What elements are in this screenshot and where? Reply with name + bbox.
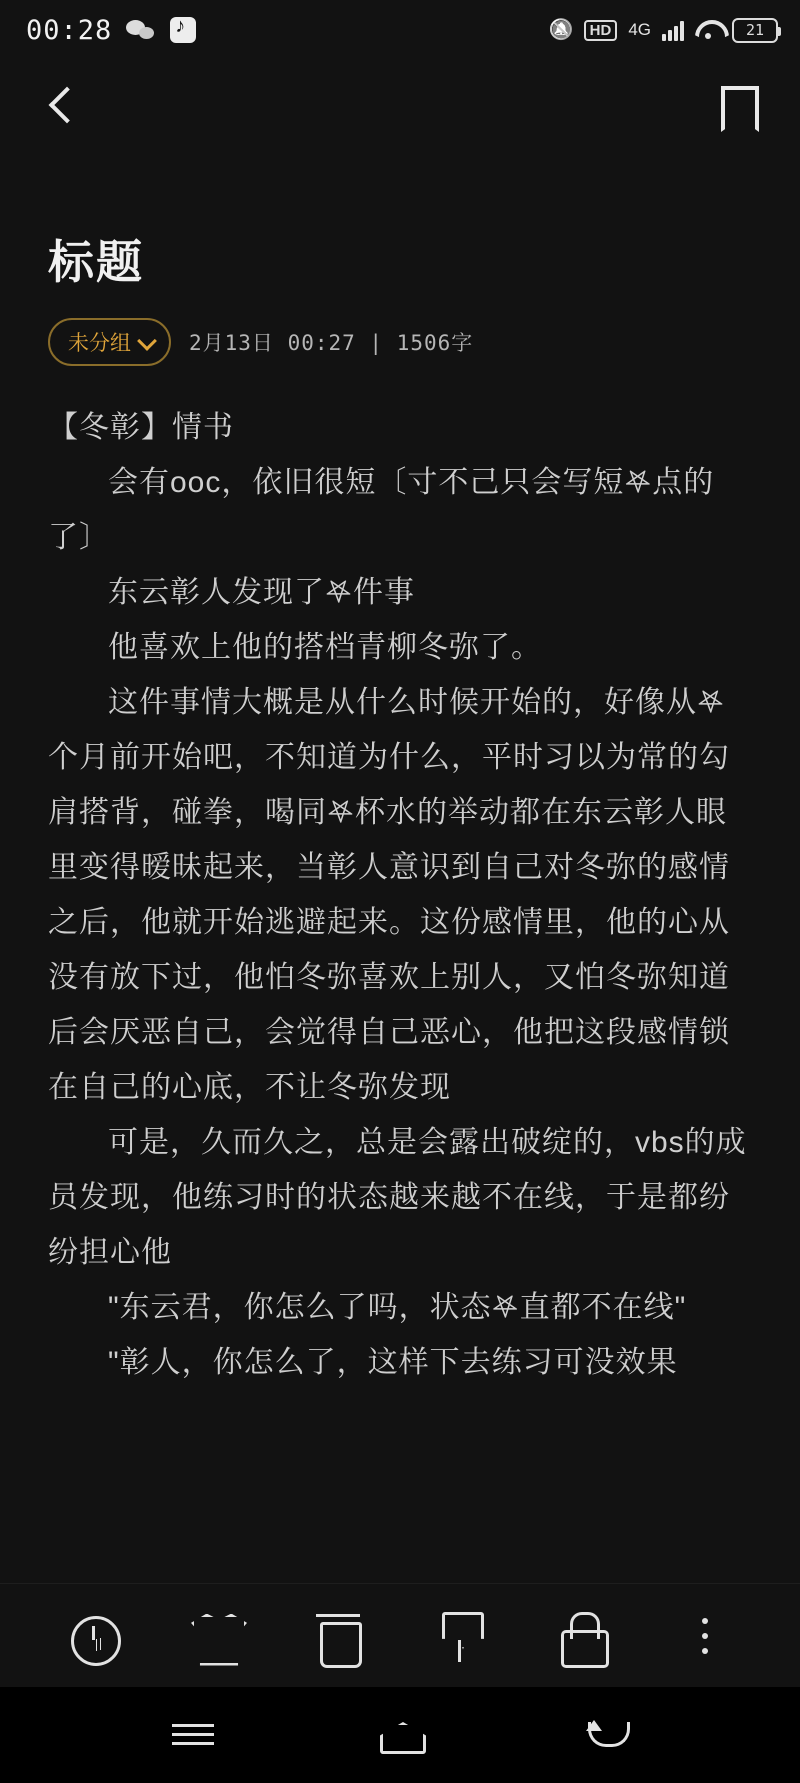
note-paragraph: 可是，久而久之，总是会露出破绽的，vbs的成员发现，他练习时的状态越来越不在线，于是都纷纷担心他 <box>48 1126 747 1269</box>
note-paragraph: 东云彰人发现了𖤐件事 <box>108 576 415 609</box>
system-nav-bar <box>0 1687 800 1783</box>
app-bar <box>0 60 800 152</box>
note-meta-info: 2月13日 00:27 | 1506字 <box>189 331 474 355</box>
status-bar-right <box>549 17 778 43</box>
note-paragraph: 这件事情大概是从什么时候开始的，好像从𖤐个月前开始吧，不知道为什么，平时习以为常的勾肩搭背，碰拳，喝同𖤐杯水的举动都在东云彰人眼里变得暧昧起来，当彰人意识到自己对冬弥的感情之后，他就开始逃避起来。这份感情里，他的心从没有放下过，他怕冬弥喜欢上别人，又怕冬弥知道后会厌恶自己，会觉得自己恶心，他把这段感情锁在自己的心底，不让冬弥发现 <box>48 686 730 1104</box>
note-content[interactable] <box>0 152 800 1583</box>
status-bar-left <box>26 15 196 46</box>
signal-bars-icon <box>662 19 684 41</box>
battery-level-label: 21 <box>745 21 765 39</box>
page-title: 标题 <box>48 236 144 288</box>
bell-off-icon <box>549 17 573 43</box>
note-text-body[interactable] <box>48 400 752 1390</box>
wifi-icon <box>695 20 721 40</box>
shirt-icon[interactable] <box>185 1604 249 1668</box>
battery-icon <box>732 18 778 43</box>
chevron-down-icon <box>139 334 155 350</box>
lock-icon[interactable] <box>551 1604 615 1668</box>
back-arrow-icon[interactable] <box>40 78 88 134</box>
bookmark-icon[interactable] <box>714 78 758 134</box>
back-icon[interactable] <box>578 1706 636 1764</box>
alarm-icon[interactable] <box>63 1604 127 1668</box>
group-selector-label: 未分组 <box>68 332 131 355</box>
hd-badge: HD <box>584 20 618 41</box>
tiktok-icon <box>170 17 196 43</box>
note-paragraph: 他喜欢上他的搭档青柳冬弥了。 <box>108 631 542 664</box>
note-paragraph: 【冬彰】情书 <box>48 411 234 444</box>
note-paragraph: "彰人，你怎么了，这样下去练习可没效果 <box>108 1346 678 1379</box>
home-icon[interactable] <box>371 1706 429 1764</box>
more-icon[interactable] <box>673 1604 737 1668</box>
group-selector[interactable] <box>48 318 171 366</box>
note-meta-row <box>48 318 752 366</box>
status-bar <box>0 0 800 60</box>
pin-icon[interactable] <box>429 1604 493 1668</box>
recents-icon[interactable] <box>164 1706 222 1764</box>
note-paragraph: 会有ooc，依旧很短〔寸不己只会写短𖤐点的了〕 <box>48 466 715 554</box>
wechat-icon <box>126 18 156 42</box>
trash-icon[interactable] <box>307 1604 371 1668</box>
status-clock: 00:28 <box>26 14 113 46</box>
note-toolbar <box>0 1583 800 1687</box>
note-paragraph: "东云君，你怎么了吗，状态𖤐直都不在线" <box>108 1291 687 1324</box>
network-type-label: 4G <box>628 20 651 39</box>
